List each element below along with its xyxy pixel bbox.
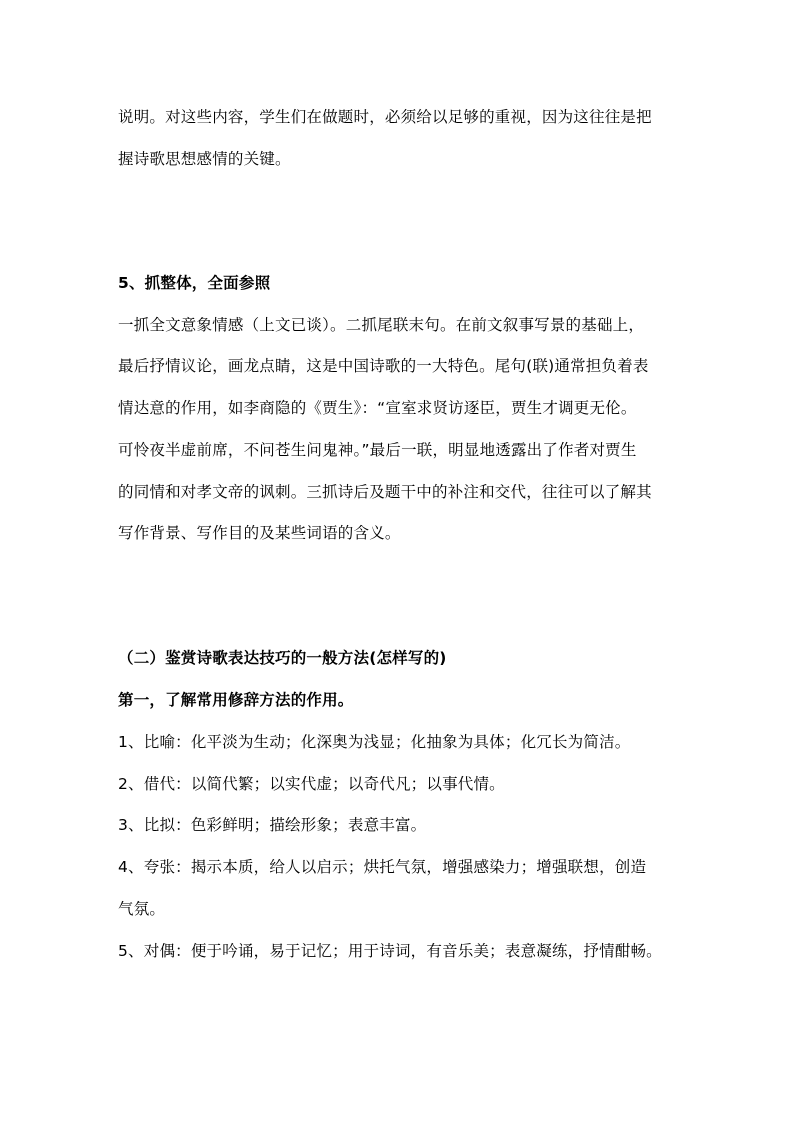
rhetoric-item-4-cont: 气氛。 <box>118 900 166 918</box>
section5-line-1: 一抓全文意象情感（上文已谈）。二抓尾联末句。在前文叙事写景的基础上， <box>118 316 645 334</box>
section5-line-4: 可怜夜半虚前席，不问苍生问鬼神。”最后一联，明显地透露出了作者对贾生 <box>118 441 637 459</box>
rhetoric-item-5: 5、对偶：便于吟诵，易于记忆；用于诗词，有音乐美；表意凝练，抒情酣畅。 <box>118 942 662 960</box>
intro-line-1: 说明。对这些内容，学生们在做题时，必须给以足够的重视，因为这往往是把 <box>118 108 652 126</box>
rhetoric-item-4: 4、夸张：揭示本质，给人以启示；烘托气氛，增强感染力；增强联想，创造 <box>118 858 647 876</box>
section5-line-6: 写作背景、写作目的及某些词语的含义。 <box>118 524 401 542</box>
rhetoric-item-1: 1、比喻：化平淡为生动；化深奥为浅显；化抽象为具体；化冗长为简洁。 <box>118 733 631 751</box>
section5-line-3: 情达意的作用，如李商隐的《贾生》：“宣室求贤访逐臣，贾生才调更无伦。 <box>118 399 637 417</box>
rhetoric-item-3: 3、比拟：色彩鲜明；描绘形象；表意丰富。 <box>118 816 427 834</box>
section5-line-2: 最后抒情议论，画龙点睛，这是中国诗歌的一大特色。尾句(联)通常担负着表 <box>118 357 649 375</box>
part2-subheading: 第一，了解常用修辞方法的作用。 <box>118 691 354 709</box>
intro-line-2: 握诗歌思想感情的关键。 <box>118 150 291 168</box>
part2-heading: （二）鉴赏诗歌表达技巧的一般方法(怎样写的) <box>118 649 447 667</box>
rhetoric-item-2: 2、借代：以简代繁；以实代虚；以奇代凡；以事代情。 <box>118 775 505 793</box>
section5-heading: 5、抓整体，全面参照 <box>118 274 271 292</box>
section5-line-5: 的同情和对孝文帝的讽刺。三抓诗后及题干中的补注和交代，往往可以了解其 <box>118 483 652 501</box>
